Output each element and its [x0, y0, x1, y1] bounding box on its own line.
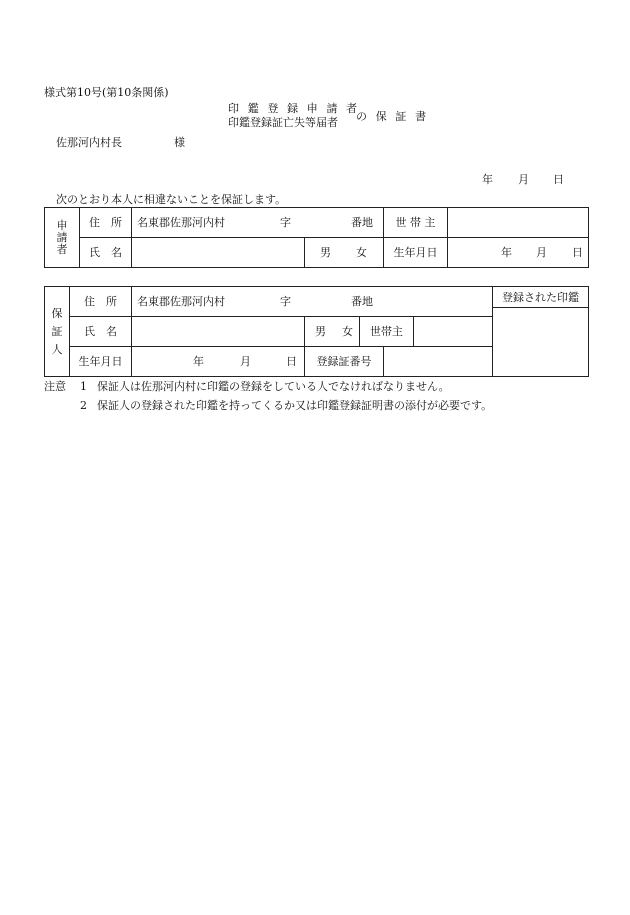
- guarantor-cert-number-label: 登録証番号: [316, 355, 372, 368]
- registered-seal-box[interactable]: [493, 308, 588, 376]
- title-line-lost-report: 印鑑登録証亡失等届者: [228, 116, 338, 129]
- applicant-address-aza: 字: [280, 216, 291, 229]
- note-2-number: 2: [80, 399, 87, 412]
- guarantor-sex-female[interactable]: 女: [342, 325, 353, 338]
- guarantor-address-banchi: 番地: [351, 295, 373, 308]
- guarantor-birth-label: 生年月日: [78, 355, 123, 368]
- date-day-label: 日: [553, 173, 564, 186]
- applicant-birth-year-label: 年: [501, 246, 512, 259]
- applicant-household-field[interactable]: [448, 208, 588, 237]
- guarantor-address-aza: 字: [280, 295, 291, 308]
- note-2-text: 保証人の登録された印鑑を持ってくるか又は印鑑登録証明書の添付が必要です。: [97, 399, 493, 412]
- guarantor-address-label: 住 所: [84, 295, 117, 308]
- guarantor-birth-month-label: 月: [240, 355, 251, 368]
- addressee-name: 佐那河内村長: [56, 136, 122, 149]
- date-year-label: 年: [482, 173, 493, 186]
- applicant-sex-female[interactable]: 女: [356, 246, 367, 259]
- note-1-number: 1: [80, 380, 87, 393]
- applicant-address-prefix: 名東郡佐那河内村: [137, 216, 225, 229]
- guarantor-household-field[interactable]: [414, 317, 492, 346]
- applicant-address-label: 住 所: [89, 216, 122, 229]
- guarantor-name-label: 氏 名: [84, 325, 117, 338]
- addressee-honorific: 様: [174, 136, 185, 149]
- intro-text: 次のとおり本人に相違ないことを保証します。: [56, 193, 287, 206]
- applicant-household-label: 世 帯 主: [395, 216, 436, 229]
- applicant-section-label: 申 請 者: [56, 218, 68, 256]
- guarantor-household-label: 世帯主: [370, 325, 403, 338]
- applicant-birth-month-label: 月: [536, 246, 547, 259]
- guarantor-address-prefix: 名東郡佐那河内村: [137, 295, 225, 308]
- registered-seal-label: 登録された印鑑: [502, 290, 579, 304]
- notes-label: 注意: [44, 380, 66, 393]
- applicant-name-field[interactable]: [132, 238, 304, 267]
- note-1-text: 保証人は佐那河内村に印鑑の登録をしている人でなければなりません。: [97, 380, 450, 393]
- form-number: 様式第10号(第10条関係): [44, 86, 169, 99]
- guarantor-section-label: 保 証 人: [51, 306, 63, 356]
- guarantor-birth-year-label: 年: [193, 355, 204, 368]
- guarantor-birth-day-label: 日: [286, 355, 297, 368]
- title-suffix: の 保 証 書: [356, 110, 429, 123]
- guarantor-name-field[interactable]: [132, 317, 304, 346]
- guarantor-cert-number-field[interactable]: [384, 347, 492, 376]
- applicant-birth-day-label: 日: [572, 246, 583, 259]
- applicant-address-banchi: 番地: [351, 216, 373, 229]
- guarantor-sex-male[interactable]: 男: [315, 325, 326, 338]
- date-month-label: 月: [518, 173, 529, 186]
- applicant-name-label: 氏 名: [89, 246, 122, 259]
- applicant-birth-label: 生年月日: [393, 246, 438, 259]
- title-line-applicant: 印 鑑 登 録 申 請 者: [228, 102, 360, 115]
- applicant-sex-male[interactable]: 男: [320, 246, 331, 259]
